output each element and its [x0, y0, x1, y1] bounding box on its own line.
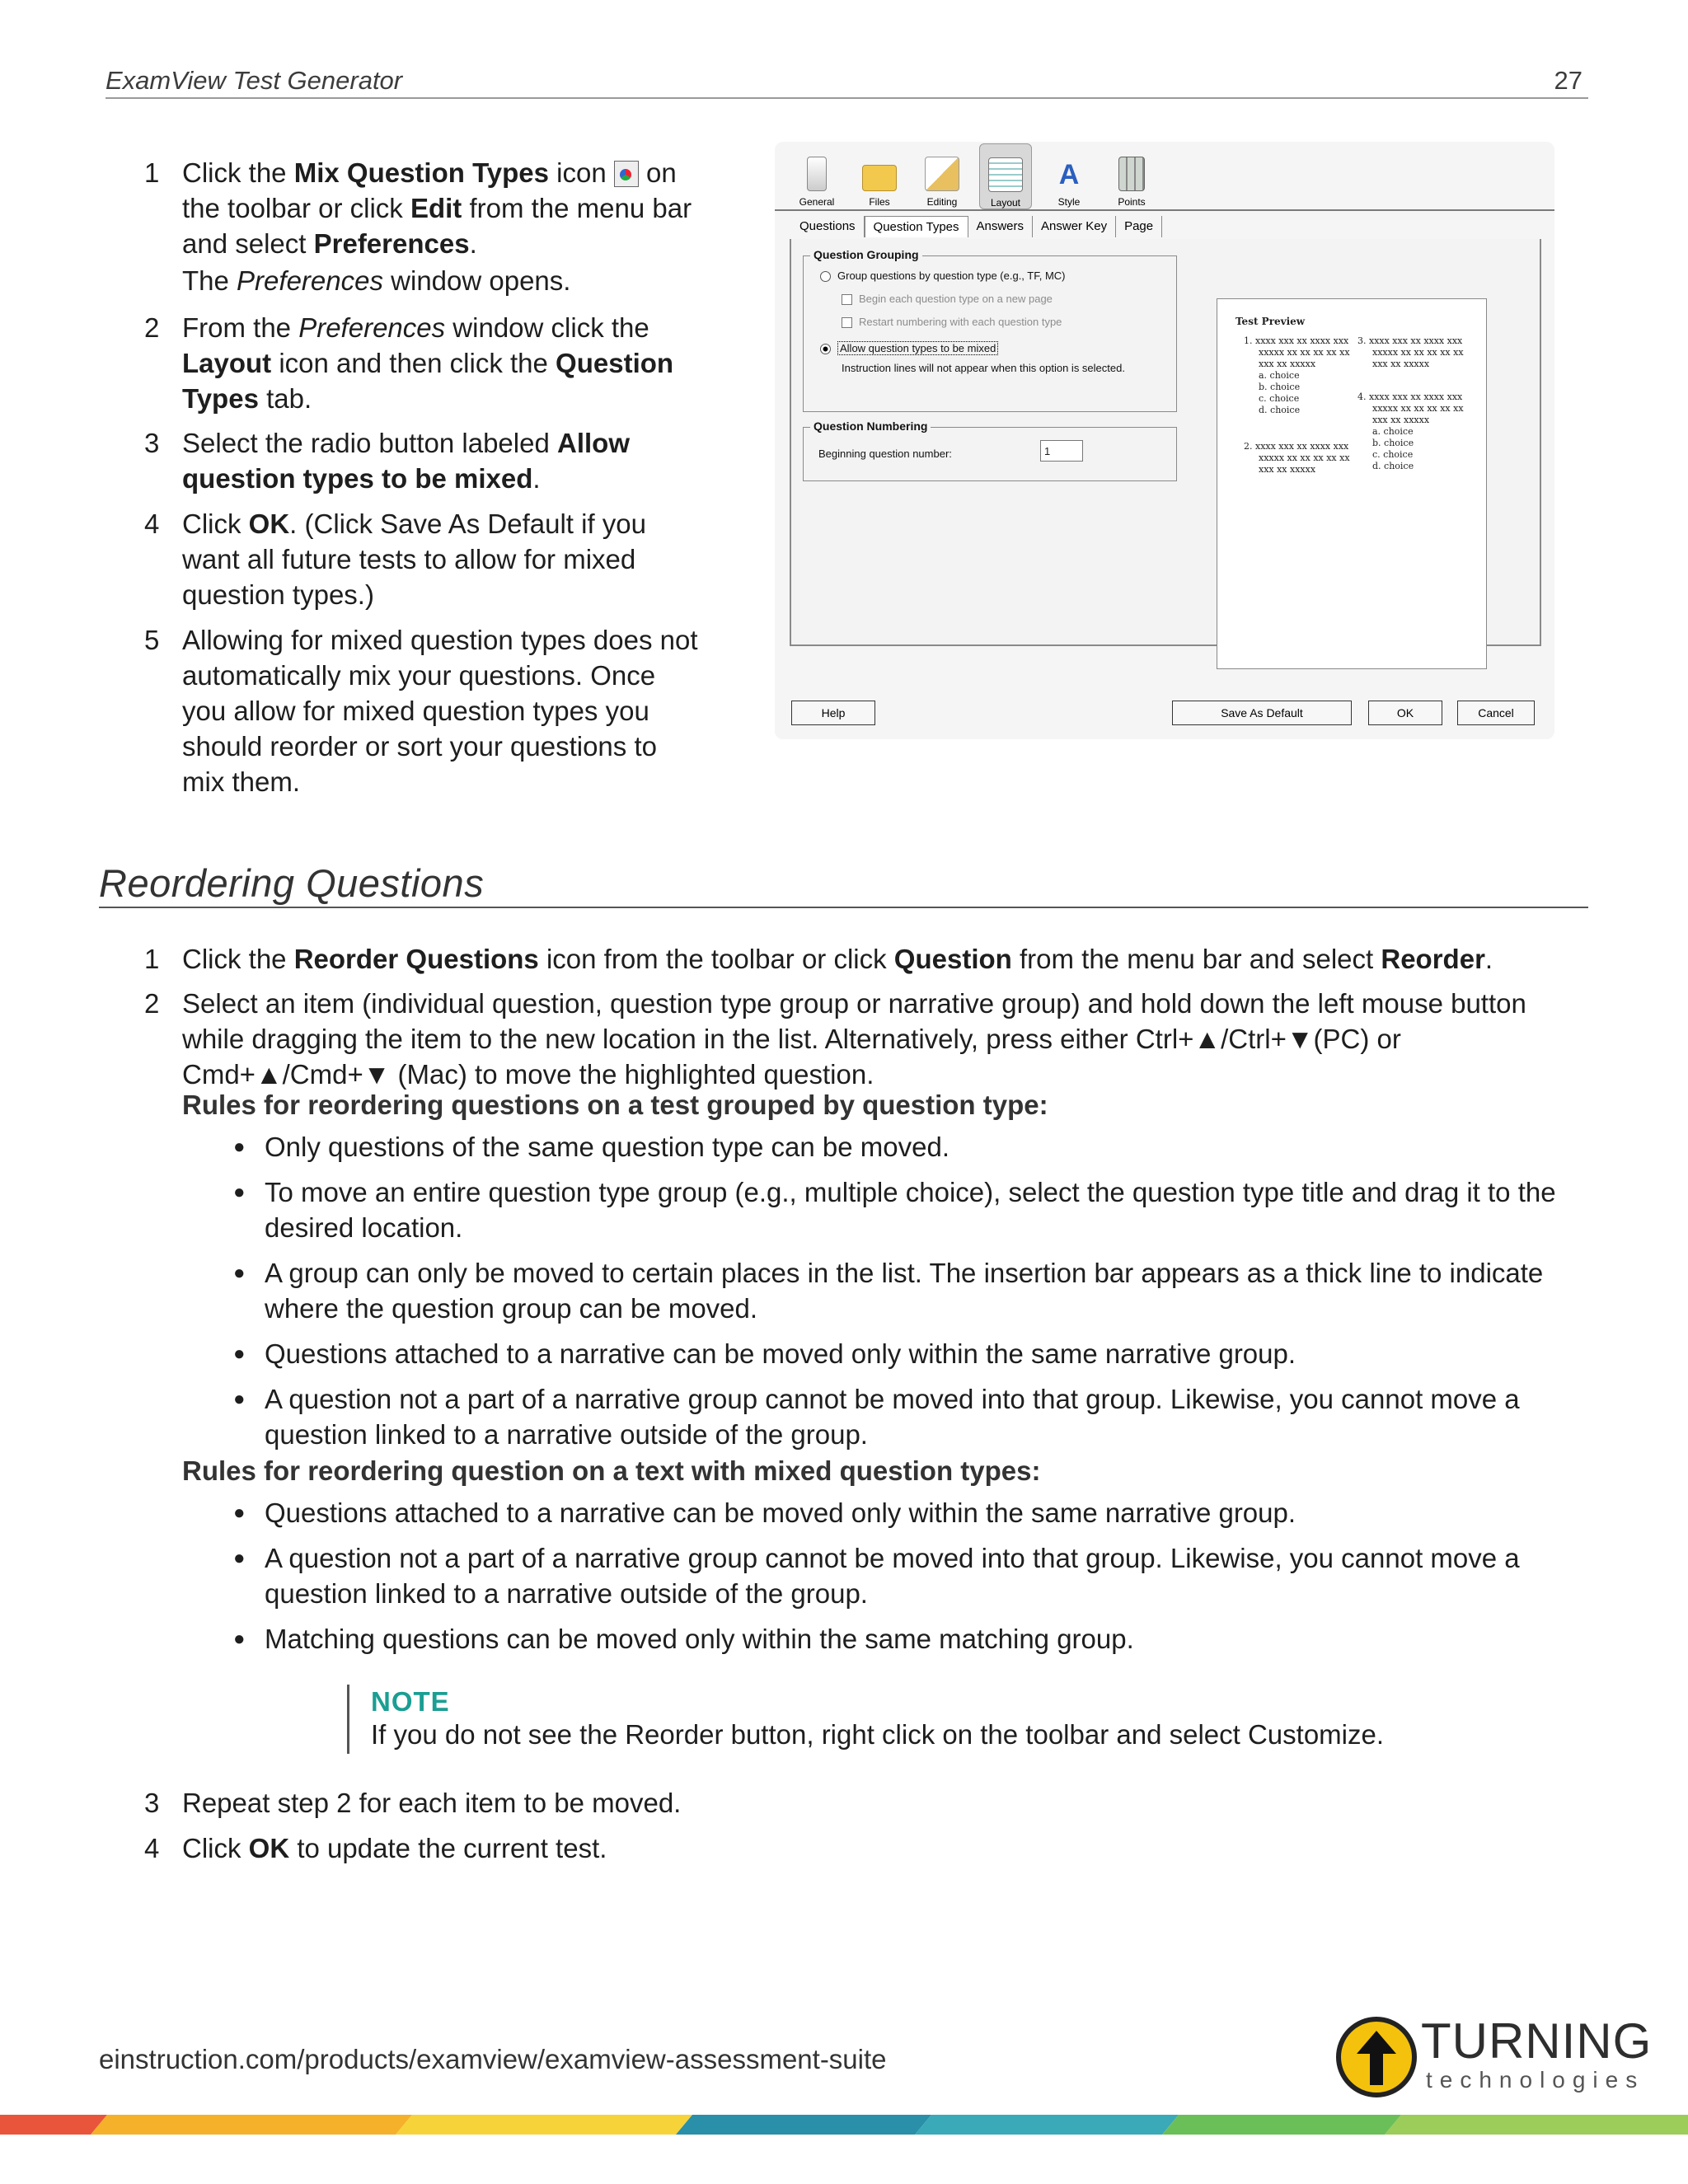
text: A question not a part of a narrative group cannot be moved into that group. Likewise, you cannot move a question linked to a narrative outside of the group. — [265, 1384, 1520, 1450]
allow-mixed-option[interactable] — [820, 342, 998, 354]
text: A question not a part of a narrative group cannot be moved into that group. Likewise, you cannot move a question linked to a narrative outside of the group. — [265, 1543, 1520, 1609]
toolbar-editing[interactable] — [917, 143, 968, 208]
step-1 — [144, 155, 693, 298]
footer-color-stripe — [0, 2115, 1688, 2135]
text: icon — [549, 157, 614, 188]
preview-line: xxxxx xx xx xx xx xx — [1372, 403, 1464, 414]
note-bar — [347, 1685, 349, 1754]
text: Repeat step 2 for each item to be moved. — [182, 1788, 682, 1818]
rules-mixed-item: ● Questions attached to a narrative can be moved only within the same narrative group. — [233, 1497, 1296, 1528]
text: window opens. — [382, 265, 571, 296]
toolbar-style[interactable] — [1043, 143, 1095, 208]
checkbox[interactable] — [842, 317, 852, 328]
test-preview — [1217, 298, 1487, 669]
text: icon and then click the — [271, 348, 556, 378]
text: To move an entire question type group (e.g., multiple choice), select the question type title and drag it to the desired location. — [265, 1177, 1556, 1243]
reorder-step-2 — [144, 986, 1575, 1092]
step-number: 1 — [144, 944, 160, 974]
text: tab. — [258, 383, 312, 414]
group-title: Question Grouping — [810, 248, 922, 261]
preview-question-1 — [1244, 335, 1350, 416]
restart-numbering-option[interactable] — [842, 316, 1062, 328]
cancel-button[interactable]: Cancel — [1457, 701, 1535, 725]
step-3 — [144, 425, 693, 496]
toolbar-general[interactable] — [791, 143, 842, 208]
toolbar-layout[interactable] — [979, 143, 1032, 209]
toolbar-files[interactable] — [854, 143, 905, 208]
rules-grouped-heading: Rules for reordering questions on a test grouped by question type: — [182, 1090, 1048, 1120]
preview-line: xxxxx xx xx xx xx xx — [1259, 347, 1350, 358]
text: Questions attached to a narrative can be moved only within the same narrative group. — [265, 1497, 1296, 1528]
option-label: Restart numbering with each question type — [859, 316, 1062, 328]
mix-question-types-icon — [614, 161, 639, 187]
pencil-icon — [925, 157, 959, 191]
rules-mixed-item: ● A question not a part of a narrative group cannot be moved into that group. Likewise, you cannot move a question linked to a narrative outside of the group. — [233, 1543, 1520, 1609]
logo-subword: technologies — [1426, 2067, 1645, 2093]
preview-question-3 — [1357, 335, 1464, 370]
step-number: 1 — [144, 157, 160, 188]
checkbox[interactable] — [842, 294, 852, 305]
text: Select the radio button labeled — [182, 428, 557, 458]
rules-grouped-item: ● A group can only be moved to certain places in the list. The insertion bar appears as a thick line to indicate where the question group can be moved. — [233, 1258, 1544, 1324]
tab-page[interactable]: Page — [1116, 216, 1162, 237]
preferences-toolbar — [791, 143, 1157, 208]
preview-title: Test Preview — [1236, 316, 1306, 327]
bold-term: Question Types — [182, 348, 674, 414]
preview-line: xxxxx xx xx xx xx xx — [1372, 347, 1464, 358]
calculator-icon — [1118, 157, 1145, 191]
folder-icon — [862, 165, 897, 191]
text: window click the — [445, 312, 649, 343]
radio-selected[interactable] — [820, 344, 831, 354]
tab-questions[interactable]: Questions — [791, 216, 865, 237]
preview-line: d. choice — [1372, 461, 1414, 471]
style-icon: A — [1058, 159, 1080, 190]
question-grouping-group — [803, 248, 1177, 412]
preview-question-4 — [1357, 391, 1464, 472]
step-number: 2 — [144, 988, 160, 1019]
step-number: 5 — [144, 625, 160, 655]
radio[interactable] — [820, 271, 831, 282]
reorder-step-1 — [144, 941, 1583, 977]
text: Matching questions can be moved only within the same matching group. — [265, 1624, 1134, 1654]
text: Click the — [182, 157, 294, 188]
bold-term: Layout — [182, 348, 272, 378]
reorder-step-3 — [144, 1785, 1501, 1821]
tab-question-types[interactable]: Question Types — [865, 216, 968, 237]
tab-answer-key[interactable]: Answer Key — [1033, 216, 1116, 237]
step-number: 4 — [144, 1833, 160, 1863]
text: icon from the toolbar or click — [538, 944, 894, 974]
section-title: Reordering Questions — [99, 861, 485, 905]
rules-grouped-item: ● Only questions of the same question type can be moved. — [233, 1132, 950, 1162]
turning-technologies-logo — [1335, 2013, 1653, 2098]
preview-line: xxx xx xxxxx — [1259, 464, 1316, 475]
step-4 — [144, 506, 693, 612]
text: . — [1484, 944, 1493, 974]
toolbar-label: Layout — [990, 197, 1021, 209]
option-label: Allow question types to be mixed — [837, 341, 998, 355]
preview-line: xxx xx xxxxx — [1259, 359, 1316, 369]
bold-term: OK — [248, 1833, 290, 1863]
preview-line: b. choice — [1259, 382, 1301, 392]
preview-line: b. choice — [1372, 438, 1414, 448]
layout-icon — [988, 157, 1023, 192]
bold-term: Reorder Questions — [293, 944, 539, 974]
preview-line: 1. xxxx xxx xx xxxx xxx — [1244, 335, 1349, 346]
section-rule — [99, 907, 1588, 908]
text: The — [182, 265, 237, 296]
preview-line: xxx xx xxxxx — [1372, 415, 1430, 425]
step-2 — [144, 310, 693, 416]
step-number: 3 — [144, 1788, 160, 1818]
text: Select an item (individual question, question type group or narrative group) and hold down the left mouse button while dragging the item to the new location in the list. Alternatively, press either Ctrl+▲/Ctrl+▼(PC) or Cmd+▲/Cmd+▼ (Mac) to move the highlighted question. — [182, 988, 1526, 1090]
step-number: 4 — [144, 509, 160, 539]
preview-line: 3. xxxx xxx xx xxxx xxx — [1357, 335, 1463, 346]
rules-grouped-item: ● To move an entire question type group (e.g., multiple choice), select the question type title and drag it to the desired location. — [233, 1177, 1556, 1243]
bold-term: Allow question types to be mixed — [182, 428, 630, 494]
general-icon — [807, 157, 827, 191]
italic-term: Preferences — [298, 312, 446, 343]
toolbar-label: Files — [869, 196, 890, 208]
note-text: If you do not see the Reorder button, right click on the toolbar and select Customize. — [371, 1719, 1385, 1750]
text: to update the current test. — [289, 1833, 607, 1863]
preview-line: d. choice — [1259, 405, 1301, 415]
text: Allowing for mixed question types does not automatically mix your questions. Once you allow for mixed question types you should reorder or sort your questions to mix them. — [182, 625, 698, 797]
bold-term: Mix Question Types — [293, 157, 549, 188]
preview-line: c. choice — [1259, 393, 1300, 404]
begin-new-page-option[interactable] — [842, 293, 1053, 305]
option-label: Group questions by question type (e.g., TF, MC) — [837, 269, 1066, 282]
save-as-default-button[interactable]: Save As Default — [1172, 701, 1352, 725]
toolbar-divider — [775, 209, 1554, 211]
preview-line: c. choice — [1372, 449, 1414, 460]
rules-mixed-item: ● Matching questions can be moved only within the same matching group. — [233, 1624, 1134, 1654]
preview-question-2 — [1244, 441, 1350, 476]
beginning-number-label: Beginning question number: — [818, 448, 952, 460]
bold-term: Reorder — [1381, 944, 1485, 974]
preview-line: 4. xxxx xxx xx xxxx xxx — [1357, 391, 1463, 402]
text: . — [469, 228, 477, 259]
tab-answers[interactable]: Answers — [968, 216, 1034, 237]
header-rule — [106, 97, 1588, 99]
preview-line: 2. xxxx xxx xx xxxx xxx — [1244, 441, 1349, 452]
running-header-title: ExamView Test Generator — [106, 66, 403, 95]
text: A group can only be moved to certain places in the list. The insertion bar appears as a thick line to indicate where the question group can be moved. — [265, 1258, 1544, 1324]
text: Questions attached to a narrative can be moved only within the same narrative group. — [265, 1338, 1296, 1369]
text: Click the — [182, 944, 294, 974]
preview-line: a. choice — [1372, 426, 1414, 437]
text: . — [532, 463, 541, 494]
text: From the — [182, 312, 299, 343]
preview-line: a. choice — [1259, 370, 1300, 381]
text: Only questions of the same question type can be moved. — [265, 1132, 950, 1162]
toolbar-points[interactable] — [1106, 143, 1157, 208]
instruction-lines-note: Instruction lines will not appear when this option is selected. — [842, 362, 1125, 374]
text: Click — [182, 509, 249, 539]
toolbar-label: Points — [1118, 196, 1146, 208]
turning-logo-mark-icon — [1335, 2016, 1418, 2098]
toolbar-label: Editing — [926, 196, 958, 208]
group-by-type-option[interactable] — [820, 269, 1066, 282]
text: on the toolbar or click — [182, 157, 677, 223]
ok-button[interactable]: OK — [1368, 701, 1442, 725]
step-1-result — [182, 263, 693, 298]
preview-line: xxxxx xx xx xx xx xx — [1259, 452, 1350, 463]
bold-term: Question — [893, 944, 1012, 974]
text: Click — [182, 1833, 249, 1863]
toolbar-label: Style — [1057, 196, 1081, 208]
beginning-number-spinner[interactable]: 1 — [1040, 440, 1083, 462]
step-number: 2 — [144, 312, 160, 343]
note-label: NOTE — [371, 1686, 450, 1717]
text: . (Click Save As Default if you want all future tests to allow for mixed question types.) — [182, 509, 647, 610]
group-title: Question Numbering — [810, 419, 931, 433]
footer-url[interactable]: einstruction.com/products/examview/examview-assessment-suite — [99, 2044, 887, 2074]
page-number: 27 — [1554, 66, 1582, 95]
toolbar-label: General — [799, 196, 835, 208]
bold-term: Preferences — [313, 228, 470, 259]
help-button[interactable]: Help — [791, 701, 875, 725]
rules-grouped-item: ● A question not a part of a narrative group cannot be moved into that group. Likewise, you cannot move a question linked to a narrative outside of the group. — [233, 1384, 1520, 1450]
question-numbering-group — [803, 419, 1177, 481]
bold-term: OK — [248, 509, 290, 539]
rules-grouped-item: ● Questions attached to a narrative can be moved only within the same narrative group. — [233, 1338, 1296, 1369]
preferences-tabs — [791, 216, 1162, 237]
option-label: Begin each question type on a new page — [859, 293, 1053, 305]
text: from the menu bar and select — [1011, 944, 1381, 974]
reorder-step-4 — [144, 1830, 1501, 1866]
text: from the menu bar and select — [182, 193, 692, 259]
step-number: 3 — [144, 428, 160, 458]
preferences-dialog-screenshot — [775, 142, 1554, 739]
step-5 — [144, 622, 701, 799]
preview-line: xxx xx xxxxx — [1372, 359, 1430, 369]
rules-mixed-heading: Rules for reordering question on a text with mixed question types: — [182, 1455, 1041, 1486]
logo-word: TURNING — [1421, 2013, 1653, 2069]
italic-term: Preferences — [237, 265, 383, 296]
bold-term: Edit — [410, 193, 462, 223]
